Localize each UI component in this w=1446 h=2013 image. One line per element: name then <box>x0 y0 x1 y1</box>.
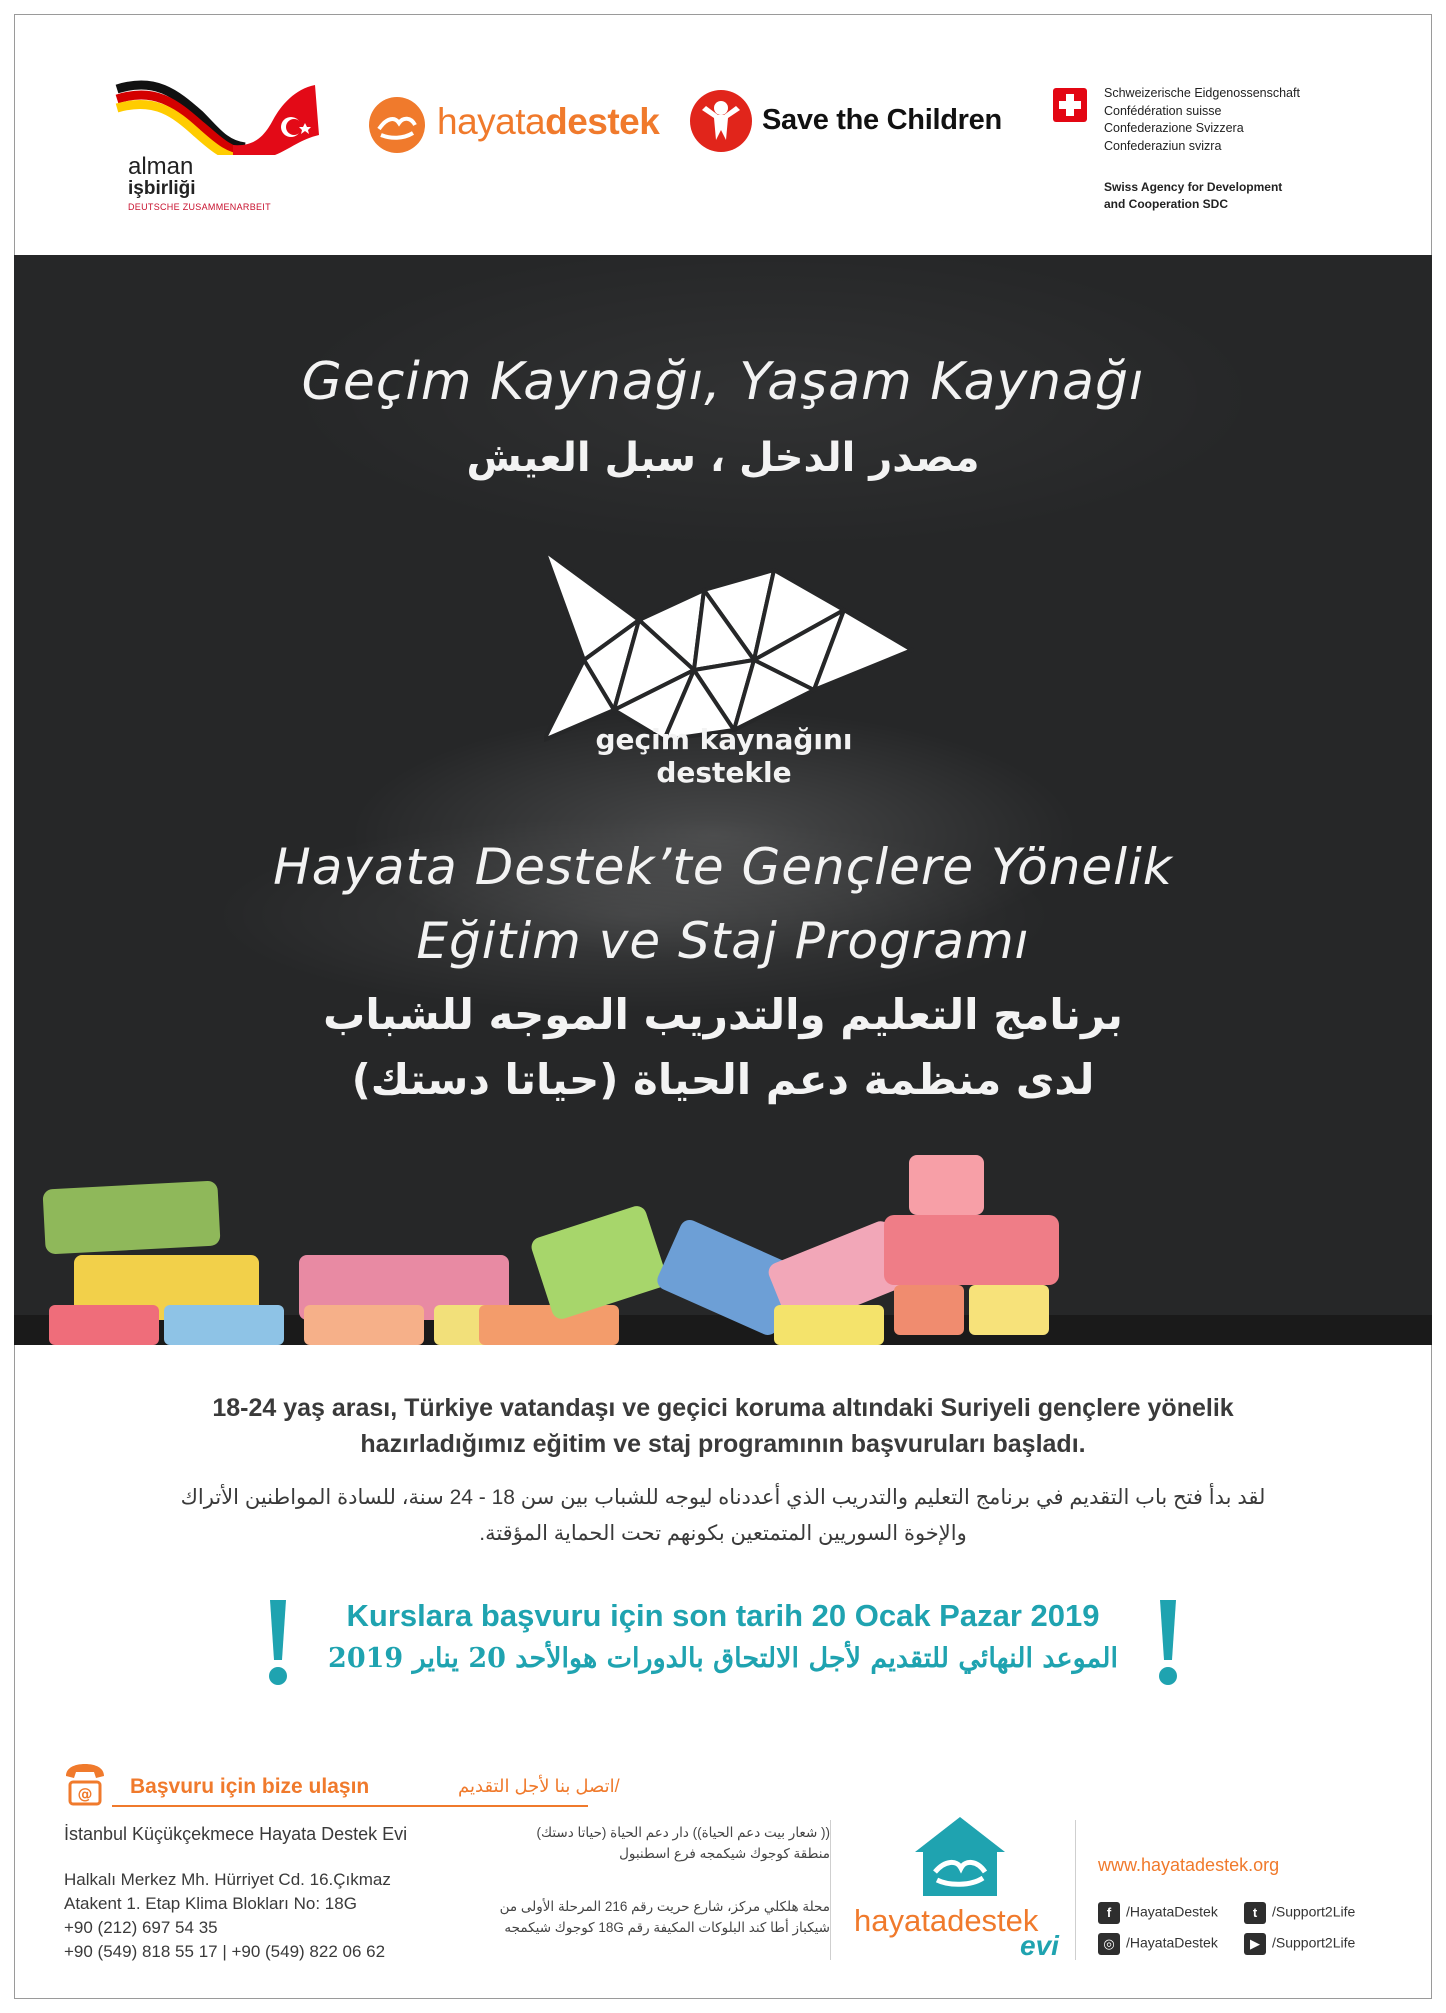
sdc-line-1: Swiss Agency for Development <box>1104 180 1283 194</box>
description-tr-line2: hazırladığımız eğitim ve staj programının başvuruları başladı. <box>360 1430 1086 1458</box>
office-address-arabic-line1: محلة هلكلي مركز، شارع حريت رقم 216 المرحلة الأولى من <box>499 1899 830 1914</box>
destek-word: destek <box>545 101 660 142</box>
swiss-line-rm: Confederaziun svizra <box>1104 138 1222 153</box>
hayata-destek-wordmark <box>437 101 659 143</box>
program-title-line1: Hayata Destek’te Gençlere Yönelik <box>273 838 1173 896</box>
hands-heart-icon <box>365 95 429 155</box>
instagram-handle: /HayataDestek <box>1126 1934 1218 1951</box>
address-line-1: Halkalı Merkez Mh. Hürriyet Cd. 16.Çıkmaz <box>64 1870 391 1889</box>
fish-caption: geçim kaynağını destekle <box>595 723 853 789</box>
alman-isbirligi-logo <box>105 75 335 215</box>
description-ar-line2: والإخوة السوريين المتمتعين بكونهم تحت الحماية المؤقتة. <box>479 1522 967 1545</box>
swiss-sdc-logo <box>1050 85 1350 225</box>
address-line-2: Atakent 1. Etap Klima Blokları No: 18G <box>64 1894 357 1913</box>
office-name: İstanbul Küçükçekmece Hayata Destek Evi <box>64 1824 408 1844</box>
save-the-children-name: Save the Children <box>762 104 1002 136</box>
evi-logo-evi: evi <box>1020 1930 1059 1961</box>
social-instagram[interactable] <box>1098 1933 1218 1955</box>
program-description-ar <box>14 1480 1432 1552</box>
contact-heading-tr: Başvuru için bize ulaşın <box>130 1775 370 1798</box>
alman-word: alman <box>128 153 194 180</box>
flag-ribbon-icon <box>105 75 335 155</box>
chalkboard-banner <box>14 255 1432 1345</box>
swiss-line-de: Schweizerische Eidgenossenschaft <box>1104 86 1300 100</box>
hayata-word: hayata <box>437 101 546 142</box>
phone-line-1: +90 (212) 697 54 35 <box>64 1918 218 1937</box>
save-the-children-logo <box>688 88 1028 158</box>
facebook-handle: /HayataDestek <box>1126 1903 1218 1920</box>
office-name-arabic-line1: (( شعار بيت دعم الحياة)) دار دعم الحياة (حياتا دستك) <box>536 1825 830 1840</box>
vertical-divider <box>1075 1820 1076 1960</box>
chalk-pieces-image <box>14 1155 1432 1345</box>
swiss-cross-icon <box>1050 85 1090 125</box>
svg-text:@: @ <box>77 1785 93 1803</box>
swiss-line-it: Confederazione Svizzera <box>1104 121 1244 135</box>
sdc-agency-name <box>1104 179 1282 213</box>
office-address <box>64 1868 391 1964</box>
deutsche-zusammenarbeit-word: DEUTSCHE ZUSAMMENARBEIT <box>128 202 271 212</box>
program-title-arabic-line2: لدى منظمة دعم الحياة (حياتا دستك) <box>351 1055 1095 1104</box>
contact-divider <box>112 1805 588 1807</box>
evi-logo-wordmark: hayatadestek <box>854 1903 1039 1938</box>
description-tr-line1: 18-24 yaş arası, Türkiye vatandaşı ve geçici koruma altındaki Suriyeli gençlere yönelik <box>212 1394 1234 1422</box>
isbirligi-word: işbirliği <box>128 178 196 199</box>
youtube-icon: ▶ <box>1244 1933 1266 1955</box>
social-twitter[interactable] <box>1244 1902 1355 1924</box>
deadline-ar: الموعد النهائي للتقديم لأجل الالتحاق بالدورات هوالأحد 20 يناير 2019 <box>328 1643 1118 1674</box>
program-title-arabic-line1: برنامج التعليم والتدريب الموجه للشباب <box>323 990 1123 1039</box>
program-description-tr <box>14 1390 1432 1462</box>
office-name-arabic <box>470 1822 830 1864</box>
origami-fish-icon <box>544 550 914 750</box>
board-title: Geçim Kaynağı, Yaşam Kaynağı <box>301 352 1145 412</box>
swiss-confederation-names <box>1104 85 1300 155</box>
twitter-icon: t <box>1244 1902 1266 1924</box>
office-address-arabic-line2: شيكباز أطا كند البلوكات المكيفة رقم 18G كوجوك شيكمجه <box>504 1920 830 1935</box>
youtube-handle: /Support2Life <box>1272 1934 1356 1951</box>
social-youtube[interactable] <box>1244 1933 1355 1955</box>
deadline-tr: Kurslara başvuru için son tarih 20 Ocak Pazar 2019 <box>346 1598 1100 1633</box>
contact-heading-ar: /اتصل بنا لأجل التقديم <box>458 1776 620 1796</box>
board-title-arabic: مصدر الدخل ، سبل العيش <box>466 435 980 481</box>
swiss-line-fr: Confédération suisse <box>1104 103 1222 118</box>
social-facebook[interactable] <box>1098 1902 1218 1924</box>
program-title-line2: Eğitim ve Staj Programı <box>416 912 1030 970</box>
vertical-divider <box>830 1820 831 1960</box>
hayata-destek-evi-logo <box>850 1812 1070 1962</box>
twitter-handle: /Support2Life <box>1272 1903 1356 1920</box>
facebook-icon: f <box>1098 1902 1120 1924</box>
house-hands-icon <box>905 1812 1015 1902</box>
office-address-arabic <box>470 1896 830 1938</box>
office-name-arabic-line2: منطقة كوجوك شيكمجه فرع اسطنبول <box>619 1846 830 1861</box>
phone-mail-icon <box>60 1762 110 1808</box>
sdc-line-2: and Cooperation SDC <box>1104 197 1229 211</box>
instagram-icon: ◎ <box>1098 1933 1120 1955</box>
hayata-destek-logo <box>365 95 665 155</box>
website-link[interactable]: www.hayatadestek.org <box>1098 1855 1280 1875</box>
save-the-children-icon <box>688 88 754 154</box>
phone-line-2: +90 (549) 818 55 17 | +90 (549) 822 06 62 <box>64 1942 386 1961</box>
contact-heading <box>60 1762 620 1806</box>
description-ar-line1: لقد بدأ فتح باب التقديم في برنامج التعليم والتدريب الذي أعددناه ليوجه للشباب بين سن 18 - 24 سنة، للسادة المواطنين الأتراك <box>180 1486 1266 1509</box>
